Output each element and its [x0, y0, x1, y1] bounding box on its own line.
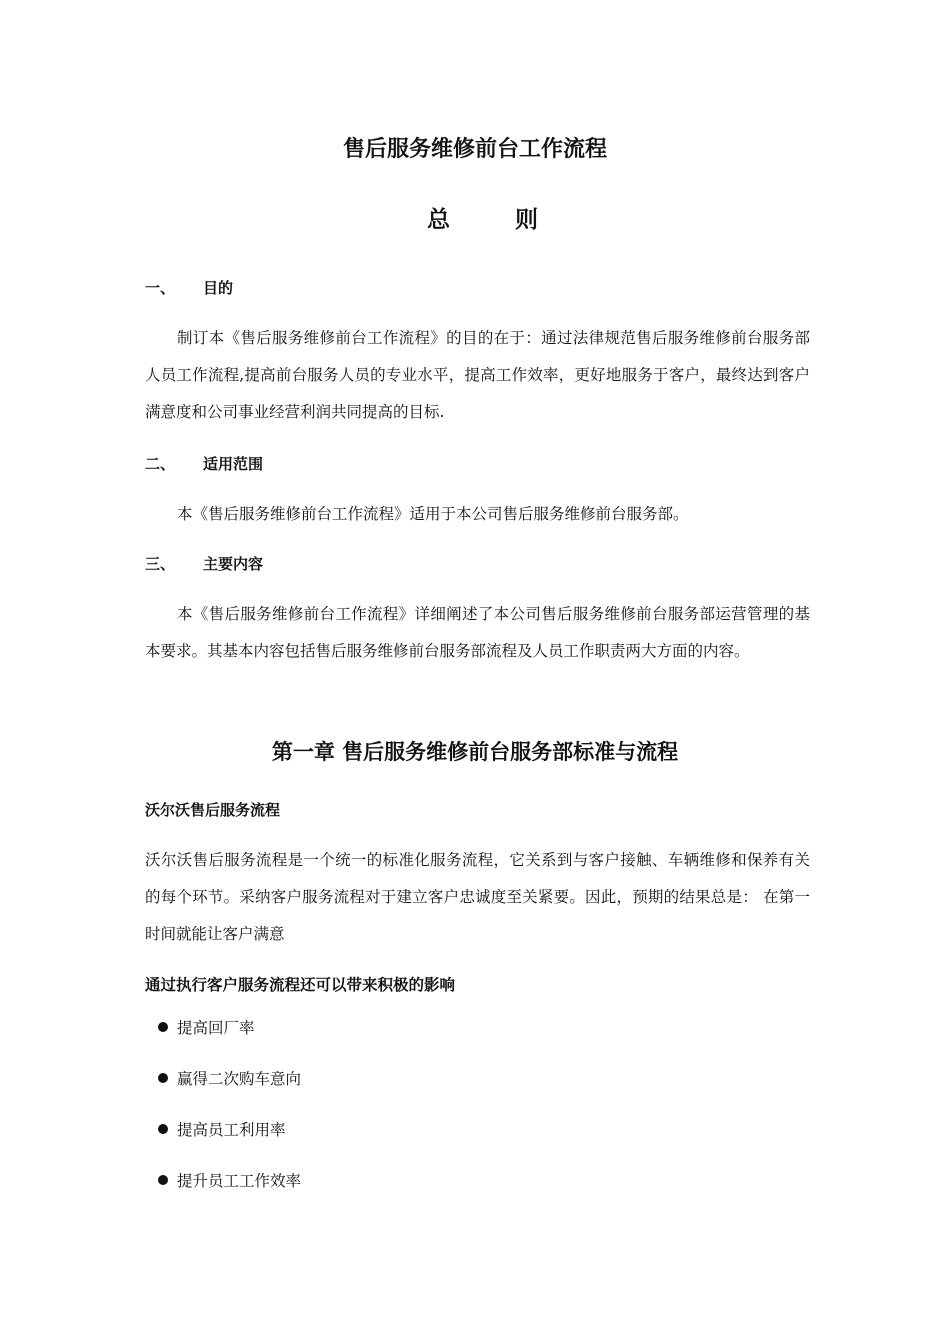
section-paragraph-content: 本《售后服务维修前台工作流程》详细阐述了本公司售后服务维修前台服务部运营管理的基本要求。其基本内容包括售后服务维修前台服务部流程及人员工作职责两大方面的内容。	[145, 605, 810, 660]
section-title: 目的	[203, 279, 234, 297]
list-item	[158, 1067, 301, 1091]
bullet-icon	[158, 1022, 168, 1032]
list-item	[158, 1016, 255, 1040]
impact-heading: 通过执行客户服务流程还可以带来积极的影响	[145, 976, 456, 994]
list-item-text: 提高员工利用率	[177, 1121, 286, 1139]
bullet-icon	[158, 1175, 168, 1185]
document-title: 售后服务维修前台工作流程	[342, 137, 607, 162]
section-title: 适用范围	[203, 455, 264, 473]
list-item	[158, 1169, 301, 1193]
section-number: 一、	[145, 279, 176, 297]
section-paragraph-scope: 本《售后服务维修前台工作流程》适用于本公司售后服务维修前台服务部。	[177, 505, 689, 523]
bullet-icon	[158, 1073, 168, 1083]
section-number: 三、	[145, 555, 176, 573]
section-number: 二、	[145, 455, 176, 473]
section-heading-content	[145, 553, 263, 575]
chapter-title: 第一章 售后服务维修前台服务部标准与流程	[271, 740, 679, 764]
section-paragraph-purpose: 制订本《售后服务维修前台工作流程》的目的在于：通过法律规范售后服务维修前台服务部人员工作流程,提高前台服务人员的专业水平，提高工作效率，更好地服务于客户，最终达到客户满意度和公司事业经营利润共同提高的目标.	[145, 329, 810, 421]
list-item	[158, 1118, 286, 1142]
chapter-paragraph: 沃尔沃售后服务流程是一个统一的标准化服务流程，它关系到与客户接触、车辆维修和保养有关的每个环节。采纳客户服务流程对于建立客户忠诚度至关紧要。因此，预期的结果总是： 在第一时间就能让客户满意	[145, 851, 810, 943]
bullet-icon	[158, 1124, 168, 1134]
section-heading-scope	[145, 453, 263, 475]
chapter-subheading: 沃尔沃售后服务流程	[145, 801, 281, 819]
general-title-char-2: 则	[515, 207, 538, 233]
list-item-text: 提高回厂率	[177, 1019, 255, 1037]
section-heading-purpose	[145, 277, 233, 299]
section-title: 主要内容	[203, 555, 264, 573]
list-item-text: 赢得二次购车意向	[177, 1070, 302, 1088]
list-item-text: 提升员工工作效率	[177, 1172, 302, 1190]
general-title-char-1: 总	[427, 207, 450, 233]
